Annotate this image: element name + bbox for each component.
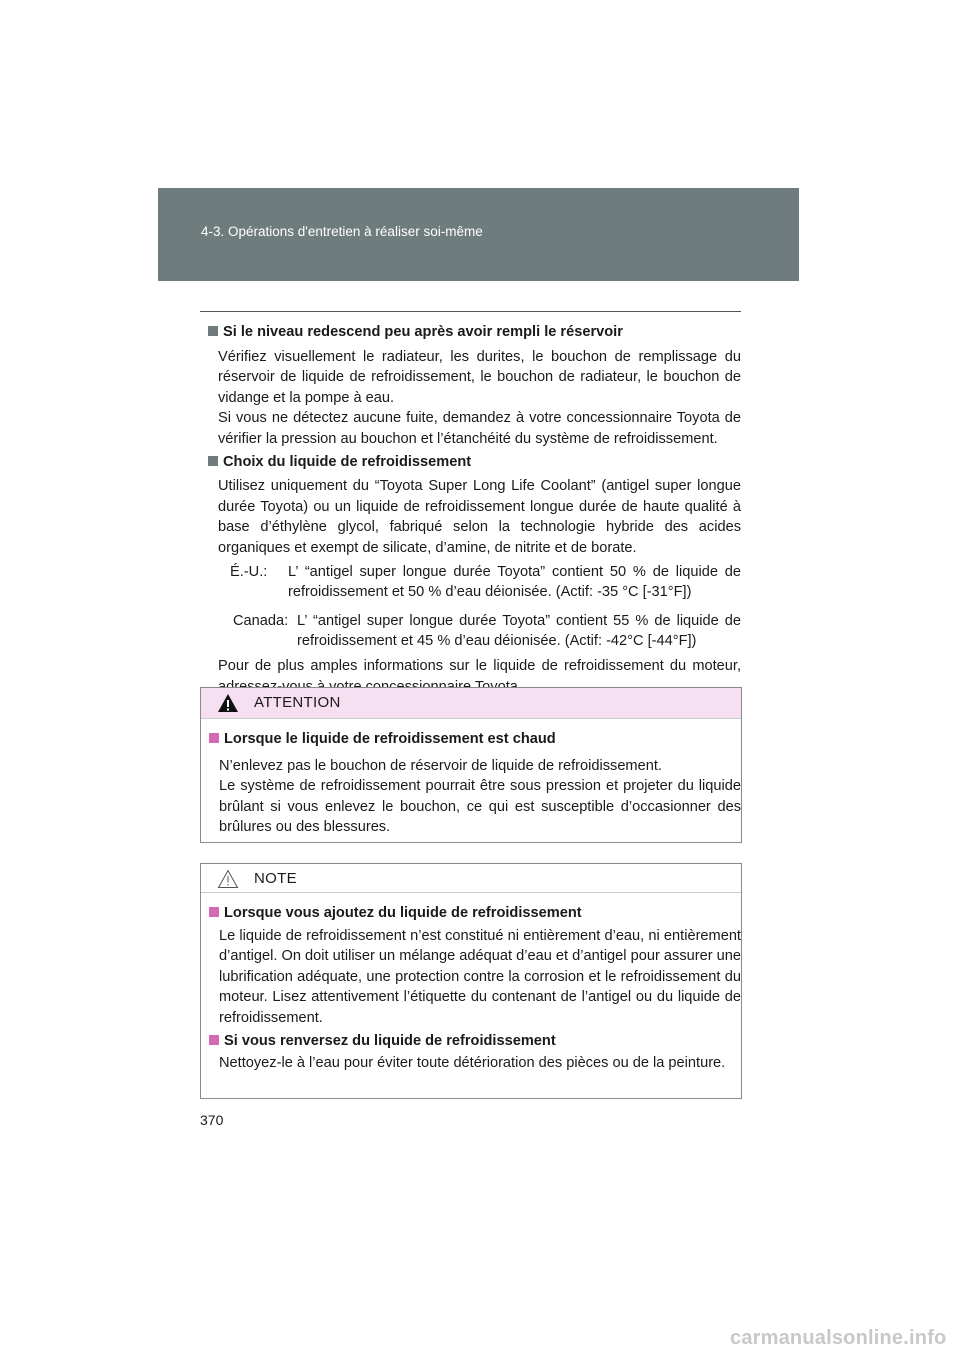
section-heading-refill	[200, 322, 741, 343]
attention-label: ATTENTION	[254, 694, 341, 711]
paragraph: Le liquide de refroidissement n’est constitué ni entièrement d’eau, ni entièrement d’antigel. On doit utiliser un mélange adéquat d’eau et d’antigel pour assurer une lubrification adéquate, une protection contre la corrosion et le refroidissement du moteur. Lisez attentivement l’étiquette du contenant de l’antigel ou du liquide de refroidissement.	[219, 927, 741, 1026]
heading-text: Lorsque le liquide de refroidissement est chaud	[224, 731, 556, 747]
bullet-square-icon	[209, 1035, 219, 1045]
region-label: Canada:	[233, 612, 289, 629]
region-us	[230, 562, 741, 603]
note-heading-adding	[201, 903, 741, 924]
region-canada	[233, 611, 741, 652]
note-heading-spill	[201, 1031, 741, 1052]
chapter-header-band	[158, 188, 799, 281]
paragraph: Pour de plus amples informations sur le liquide de refroidissement du moteur,	[218, 657, 741, 674]
section-title: 4-3. Opérations d'entretien à réaliser soi-même	[201, 224, 483, 239]
section-heading-coolant-choice	[200, 452, 741, 473]
attention-box	[200, 687, 742, 843]
note-header	[201, 864, 741, 893]
paragraph: Le système de refroidissement pourrait être sous pression et projeter du liquide brûlant si vous enlevez le bouchon, ce qui est susceptible d’occasionner des brûlures ou des blessures.	[219, 778, 741, 836]
note-label: NOTE	[254, 870, 297, 887]
attention-body	[201, 719, 741, 838]
paragraph: Utilisez uniquement du “Toyota Super Long Life Coolant” (antigel super longue durée Toyota) ou un liquide de refroidissement longue durée de haute qualité à base d’éthylène glycol, fabriqué selon la technologie hybride des acides organiques et exempt de silicate, d’amine, de nitrite et de borate.	[218, 478, 741, 556]
warning-triangle-icon	[217, 693, 239, 713]
paragraph: N’enlevez pas le bouchon de réservoir de liquide de refroidissement.	[219, 757, 662, 774]
paragraph: Vérifiez visuellement le radiateur, les durites, le bouchon de remplissage du réservoir de liquide de refroidissement, le bouchon de radiateur, le bouchon de vidange et la pompe à eau.	[218, 348, 741, 406]
bullet-square-icon	[209, 907, 219, 917]
bullet-square-icon	[208, 326, 218, 336]
main-content	[200, 322, 741, 697]
note-body	[201, 893, 741, 1074]
region-text: L’ “antigel super longue durée Toyota” contient 50 % de liquide de refroidissement et 50 % d’eau déionisée. (Actif: -35 °C [-31°F])	[288, 563, 741, 601]
bullet-square-icon	[208, 456, 218, 466]
heading-text: Lorsque vous ajoutez du liquide de refroidissement	[224, 905, 582, 921]
caution-triangle-icon	[217, 869, 239, 889]
page-number: 370	[200, 1112, 224, 1128]
attention-heading	[201, 729, 741, 750]
heading-text: Si vous renversez du liquide de refroidissement	[224, 1032, 556, 1049]
attention-header	[201, 688, 741, 719]
watermark: carmanualsonline.info	[730, 1327, 947, 1349]
heading-text: Choix du liquide de refroidissement	[223, 453, 472, 470]
header-rule	[200, 311, 741, 312]
bullet-square-icon	[209, 733, 219, 743]
region-label: É.-U.:	[230, 563, 268, 580]
note-box	[200, 863, 742, 1099]
paragraph: Si vous ne détectez aucune fuite, demandez à votre concessionnaire Toyota de vérifier la pression au bouchon et l’étanchéité du système de refroidissement.	[218, 410, 741, 447]
heading-text: Si le niveau redescend peu après avoir rempli le réservoir	[223, 324, 623, 340]
paragraph: Nettoyez-le à l’eau pour éviter toute détérioration des pièces ou de la peinture.	[219, 1055, 726, 1072]
region-text: L’ “antigel super longue durée Toyota” contient 55 % de liquide de refroidissement et 45 % d’eau déionisée. (Actif: -42°C [-44°F])	[297, 612, 741, 650]
